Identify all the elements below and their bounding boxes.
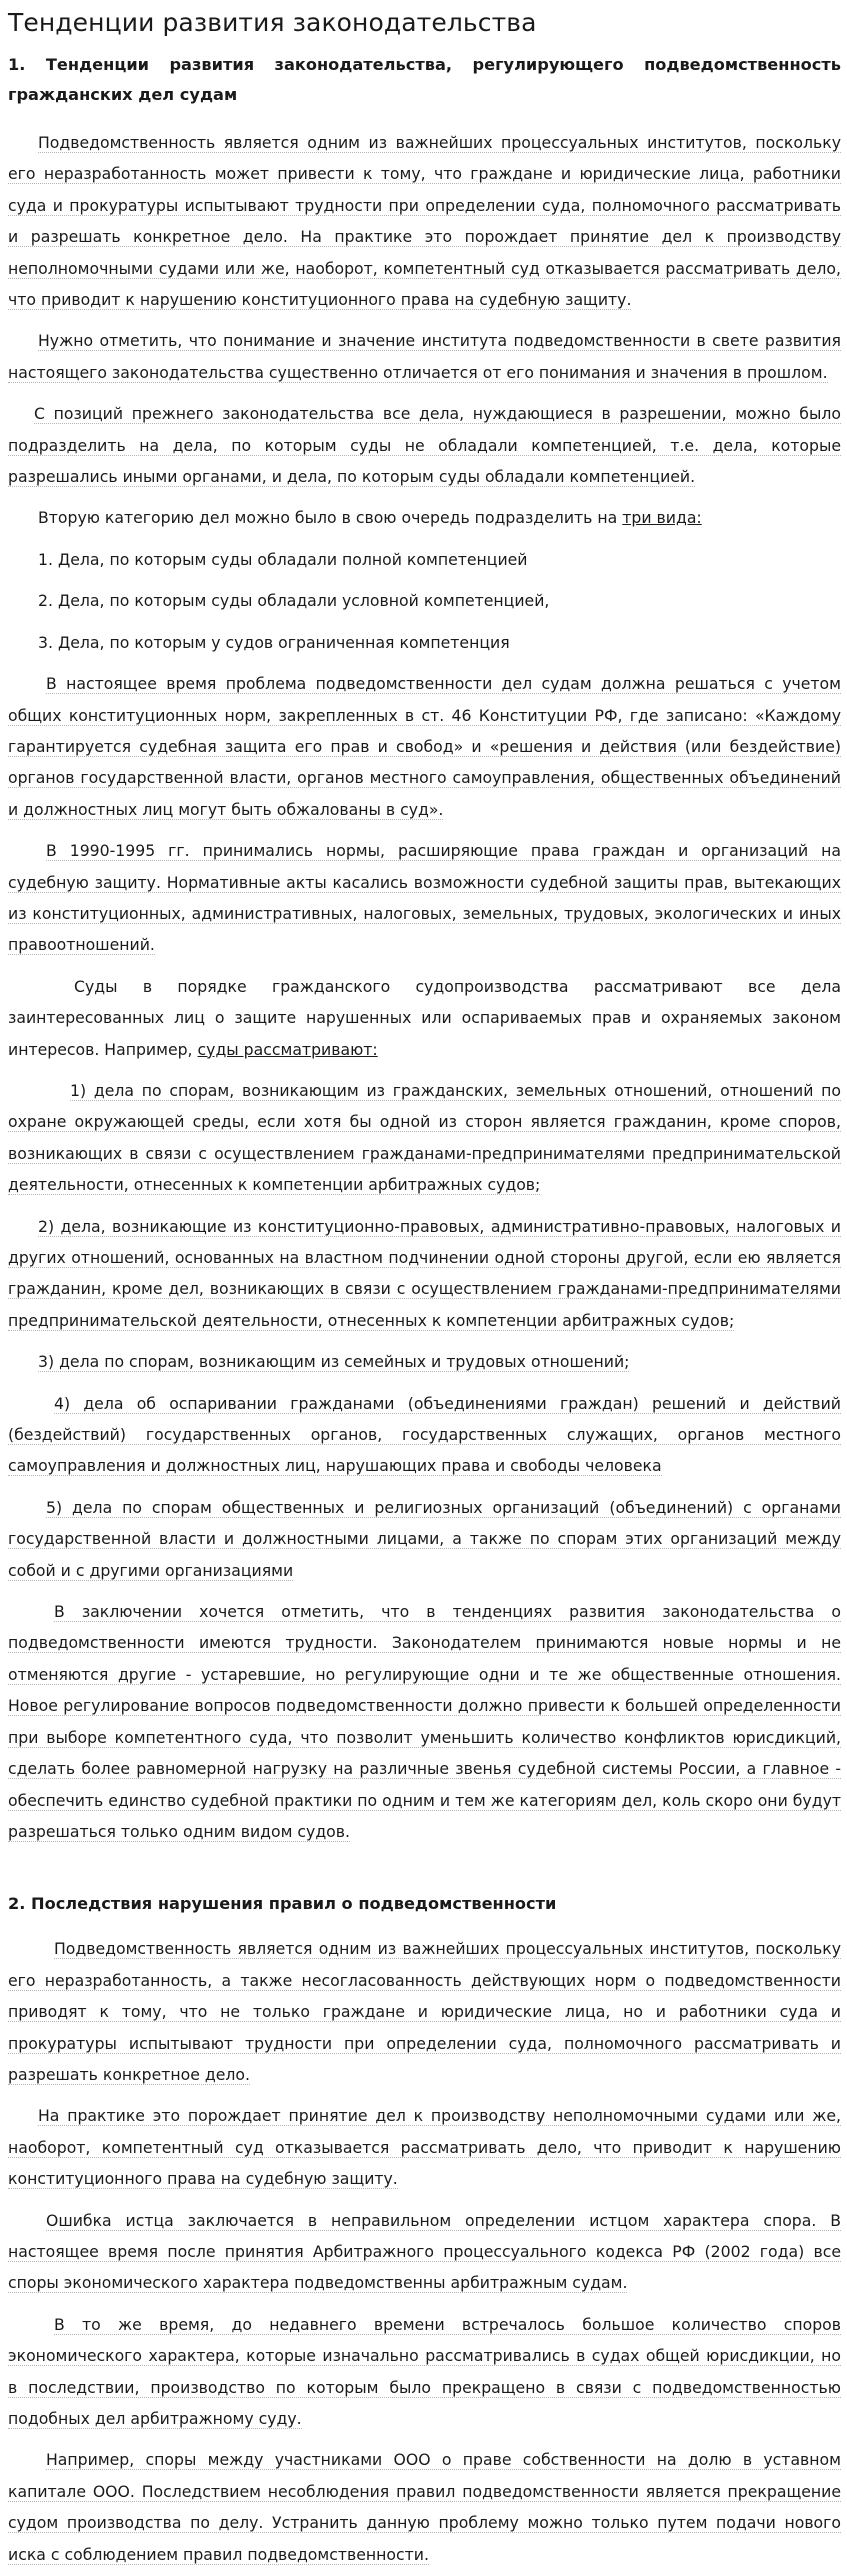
paragraph: Суды в порядке гражданского судопроизводства рассматривают все дела заинтересованных лиц о защите нарушенных или оспариваемых прав и охраняемых законом интересов. Например, суды рассматривают:: [8, 976, 841, 1059]
list-item: 2) дела, возникающие из конституционно-правовых, административно-правовых, налоговых и других отношений, основанных на властном подчинении одной стороны другой, если ею является гражданин, кроме дел, возникающих в связи с осуществлением гражданами-предпринимателями предпринимательской деятельности, отнесенных к компетенции арбитражных судов;: [8, 1216, 841, 1330]
list-item: 3) дела по спорам, возникающим из семейных и трудовых отношений;: [38, 1352, 630, 1372]
underlined-phrase: три вида:: [622, 508, 702, 528]
list-item: 4) дела об оспаривании гражданами (объединениями граждан) решений и действий (бездействий) государственных органов, государственных служащих, органов местного самоуправления и должностных лиц, нарушающих права и свободы человека: [8, 1393, 841, 1476]
paragraph: В то же время, до недавнего времени встречалось большое количество споров экономического характера, которые изначально рассматривались в судах общей юрисдикции, но в последствии, производство по которым было прекращено в связи с подведомственностью подобных дел арбитражному суду.: [8, 2314, 841, 2428]
list-item: 1. Дела, по которым суды обладали полной компетенцией: [38, 549, 528, 569]
section-1-heading: 1. Тенденции развития законодательства, регулирующего подведомственность гражданских дел судам: [8, 55, 841, 104]
paragraph: Подведомственность является одним из важнейших процессуальных институтов, поскольку его неразработанность может привести к тому, что граждане и юридические лица, работники суда и прокуратуры испытывают трудности при определении суда, полномочного рассматривать и разрешать конкретное дело. На практике это порождает принятие дел к производству неполномочными судами или же, наоборот, компетентный суд отказывается рассматривать дело, что приводит к нарушению конституционного права на судебную защиту.: [8, 133, 841, 310]
paragraph: В заключении хочется отметить, что в тенденциях развития законодательства о подведомственности имеются трудности. Законодателем принимаются новые нормы и не отменяются другие - устаревшие, но регулирующие одни и те же общественные отношения. Новое регулирование вопросов подведомственности должно привести к большей определенности при выборе компетентного суда, что позволит уменьшить количество конфликтов юрисдикций, сделать более равномерной нагрузку на различные звенья судебной системы России, а главное - обеспечить единство судебной практики по одним и тем же категориям дел, коль скоро они будут разрешаться только одним видом судов.: [8, 1602, 841, 1841]
list-item: 5) дела по спорам общественных и религиозных организаций (объединений) с органами государственной власти и должностными лицами, а также по спорам этих организаций между собой и с другими организациями: [8, 1497, 841, 1580]
paragraph: Подведомственность является одним из важнейших процессуальных институтов, поскольку его неразработанность, а также несогласованность действующих норм о подведомственности приводят к тому, что не только граждане и юридические лица, но и работники суда и прокуратуры испытывают трудности при определении суда, полномочного рассматривать и разрешать конкретное дело.: [8, 1939, 841, 2084]
paragraph: Ошибка истца заключается в неправильном определении истцом характера спора. В настоящее время после принятия Арбитражного процессуального кодекса РФ (2002 года) все споры экономического характера подведомственны арбитражным судам.: [8, 2210, 841, 2293]
paragraph: Вторую категорию дел можно было в свою очередь подразделить на три вида:: [38, 508, 702, 528]
section-2-heading: 2. Последствия нарушения правил о подведомственности: [8, 1894, 557, 1914]
underlined-phrase: суды рассматривают:: [197, 1039, 378, 1059]
paragraph: С позиций прежнего законодательства все дела, нуждающиеся в разрешении, можно было подразделить на дела, по которым суды не обладали компетенцией, т.е. дела, которые разрешались иными органами, и дела, по которым суды обладали компетенцией.: [8, 404, 841, 487]
list-item: 2. Дела, по которым суды обладали условной компетенцией,: [38, 591, 550, 611]
paragraph: Например, споры между участниками ООО о праве собственности на долю в уставном капитале ООО. Последствием несоблюдения правил подведомственности является прекращение судом производства по делу. Устранить данную проблему можно только путем подачи нового иска с соблюдением правил подведомственности.: [8, 2450, 841, 2564]
paragraph: В 1990-1995 гг. принимались нормы, расширяющие права граждан и организаций на судебную защиту. Нормативные акты касались возможности судебной защиты прав, вытекающих из конституционных, административных, налоговых, земельных, трудовых, экологических и иных правоотношений.: [8, 841, 841, 955]
paragraph: На практике это порождает принятие дел к производству неполномочными судами или же, наоборот, компетентный суд отказывается рассматривать дело, что приводит к нарушению конституционного права на судебную защиту.: [8, 2106, 841, 2189]
paragraph: В настоящее время проблема подведомственности дел судам должна решаться с учетом общих конституционных норм, закрепленных в ст. 46 Конституции РФ, где записано: «Каждому гарантируется судебная защита его прав и свобод» и «решения и действия (или бездействие) органов государственной власти, органов местного самоуправления, общественных объединений и должностных лиц могут быть обжалованы в суд».: [8, 674, 841, 819]
page-title: Тенденции развития законодательства: [8, 8, 537, 37]
list-item: 3. Дела, по которым у судов ограниченная компетенция: [38, 632, 510, 652]
list-item: 1) дела по спорам, возникающим из гражданских, земельных отношений, отношений по охране окружающей среды, если хотя бы одной из сторон является гражданин, кроме споров, возникающих в связи с осуществлением гражданами-предпринимателями предпринимательской деятельности, отнесенных к компетенции арбитражных судов;: [8, 1080, 841, 1195]
paragraph: Нужно отметить, что понимание и значение института подведомственности в свете развития настоящего законодательства существенно отличается от его понимания и значения в прошлом.: [8, 331, 841, 382]
